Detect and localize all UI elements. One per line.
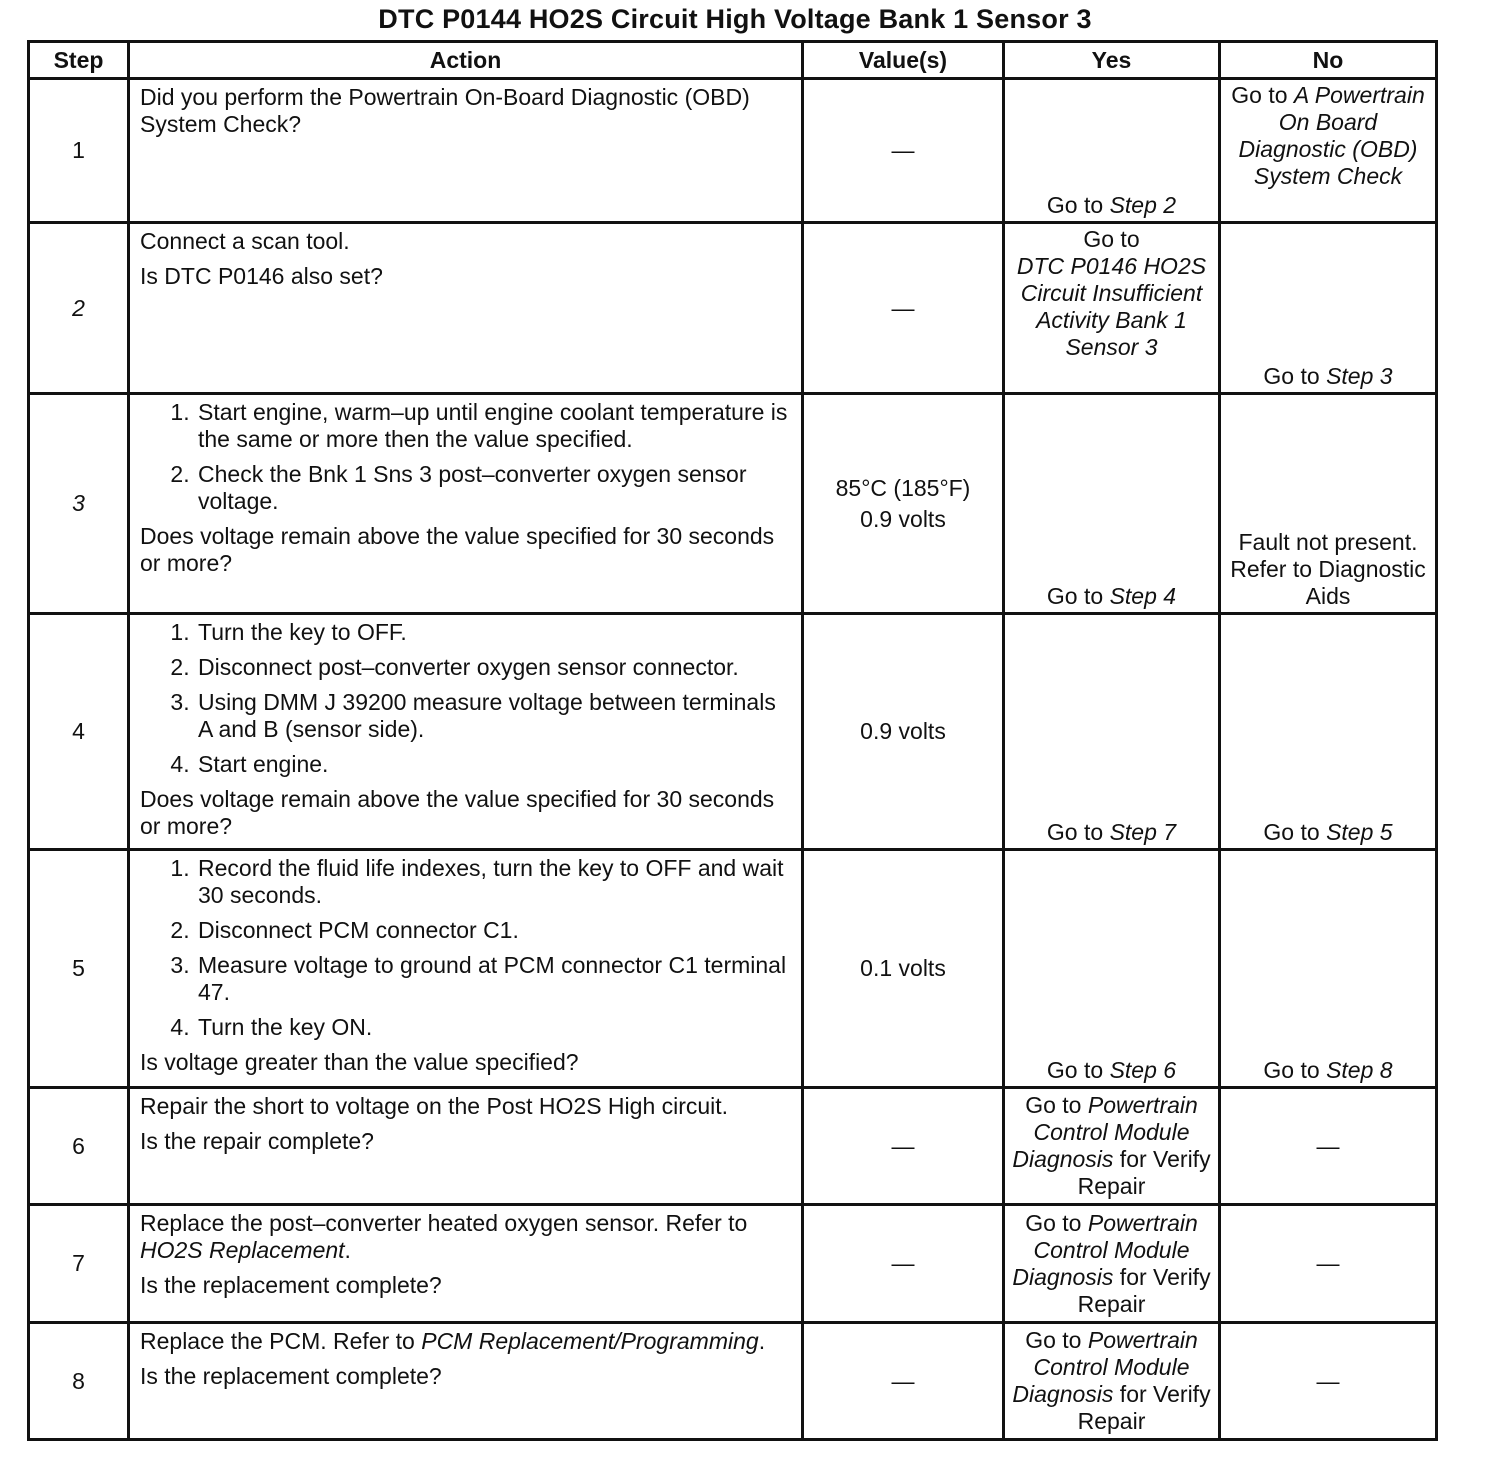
yes-suffix: for Verify Repair bbox=[1077, 1146, 1211, 1199]
action-question: Did you perform the Powertrain On-Board Diagnostic (OBD) System Check? bbox=[140, 84, 750, 137]
value-voltage: 0.9 volts bbox=[860, 718, 946, 744]
yes-cell bbox=[1004, 394, 1220, 614]
yes-suffix: for Verify Repair bbox=[1077, 1381, 1211, 1434]
no-cell bbox=[1220, 79, 1437, 223]
yes-cell bbox=[1004, 1323, 1220, 1440]
no-prefix: Go to bbox=[1263, 363, 1327, 389]
yes-cell bbox=[1004, 1205, 1220, 1323]
no-fault-text: Fault not present. Refer to Diagnostic Aids bbox=[1230, 529, 1426, 609]
action-text-prefix: Replace the PCM. Refer to bbox=[140, 1328, 422, 1354]
action-cell bbox=[129, 1088, 803, 1205]
yes-prefix: Go to bbox=[1025, 1327, 1088, 1353]
value-cell bbox=[803, 394, 1004, 614]
yes-pcm-diagnosis-link[interactable]: Powertrain Control Module Diagnosis bbox=[1012, 1209, 1198, 1290]
action-cell bbox=[129, 394, 803, 614]
table-row bbox=[29, 394, 1437, 614]
action-cell bbox=[129, 1205, 803, 1323]
yes-cell bbox=[1004, 614, 1220, 850]
action-cell bbox=[129, 1323, 803, 1440]
list-item: 2. Check the Bnk 1 Sns 3 post–converter oxygen sensor voltage. bbox=[196, 461, 791, 515]
action-question: Is voltage greater than the value specified? bbox=[140, 1049, 579, 1075]
header-row bbox=[29, 42, 1437, 79]
value-cell: — bbox=[803, 1088, 1004, 1205]
no-cell bbox=[1220, 223, 1437, 394]
header-values: Value(s) bbox=[803, 42, 1004, 79]
no-prefix: Go to bbox=[1263, 819, 1327, 845]
header-step: Step bbox=[29, 42, 129, 79]
action-text bbox=[140, 1328, 791, 1355]
action-question: Is the replacement complete? bbox=[140, 1272, 442, 1298]
table-row bbox=[29, 223, 1437, 394]
yes-prefix: Go to bbox=[1083, 226, 1140, 252]
no-cell bbox=[1220, 850, 1437, 1088]
list-item: 1. Turn the key to OFF. bbox=[196, 619, 791, 646]
yes-prefix: Go to bbox=[1025, 1092, 1088, 1118]
value-cell bbox=[803, 850, 1004, 1088]
header-action: Action bbox=[129, 42, 803, 79]
no-cell: — bbox=[1220, 1323, 1437, 1440]
step-number: 3 bbox=[29, 394, 129, 614]
list-item: 2. Disconnect PCM connector C1. bbox=[196, 917, 791, 944]
no-step-link[interactable]: Step 8 bbox=[1326, 1057, 1393, 1083]
no-cell bbox=[1220, 394, 1437, 614]
step-number: 2 bbox=[29, 223, 129, 394]
diagnostic-table bbox=[27, 40, 1438, 1441]
yes-prefix: Go to bbox=[1046, 819, 1110, 845]
list-item: 1. Record the fluid life indexes, turn the key to OFF and wait 30 seconds. bbox=[196, 855, 791, 909]
value-cell: — bbox=[803, 1205, 1004, 1323]
yes-step-link[interactable]: Step 4 bbox=[1109, 583, 1177, 609]
yes-prefix: Go to bbox=[1046, 583, 1110, 609]
list-item: 4. Start engine. bbox=[196, 751, 791, 778]
table-row bbox=[29, 1088, 1437, 1205]
header-yes: Yes bbox=[1004, 42, 1220, 79]
no-cell: — bbox=[1220, 1205, 1437, 1323]
no-prefix: Go to bbox=[1263, 1057, 1327, 1083]
yes-step-link[interactable]: Step 2 bbox=[1109, 192, 1177, 218]
action-steps-list bbox=[140, 619, 791, 778]
yes-suffix: for Verify Repair bbox=[1077, 1263, 1211, 1317]
action-question: Does voltage remain above the value specified for 30 seconds or more? bbox=[140, 786, 775, 839]
action-question: Does voltage remain above the value specified for 30 seconds or more? bbox=[140, 523, 775, 576]
yes-cell bbox=[1004, 1088, 1220, 1205]
list-item: 3. Measure voltage to ground at PCM connector C1 terminal 47. bbox=[196, 952, 791, 1006]
step-number: 5 bbox=[29, 850, 129, 1088]
action-cell bbox=[129, 850, 803, 1088]
value-voltage: 0.9 volts bbox=[860, 505, 946, 532]
value-cell bbox=[803, 614, 1004, 850]
no-step-link[interactable]: Step 5 bbox=[1326, 819, 1393, 845]
list-item: 1. Start engine, warm–up until engine coolant temperature is the same or more then the value specified. bbox=[196, 399, 791, 453]
action-text-suffix: . bbox=[758, 1328, 766, 1354]
action-question: Is DTC P0146 also set? bbox=[140, 263, 383, 289]
action-steps-list bbox=[140, 855, 791, 1041]
value-temperature: 85°C (185°F) bbox=[835, 474, 971, 501]
step-number: 8 bbox=[29, 1323, 129, 1440]
action-cell bbox=[129, 614, 803, 850]
table-row bbox=[29, 1205, 1437, 1323]
pcm-replacement-link[interactable]: PCM Replacement/Programming bbox=[421, 1328, 759, 1354]
step-number: 4 bbox=[29, 614, 129, 850]
no-step-link[interactable]: Step 3 bbox=[1326, 363, 1393, 389]
no-obd-check-link[interactable]: A Powertrain On Board Diagnostic (OBD) System Check bbox=[1238, 82, 1425, 189]
yes-cell bbox=[1004, 850, 1220, 1088]
step-number: 1 bbox=[29, 79, 129, 223]
yes-cell bbox=[1004, 223, 1220, 394]
action-cell bbox=[129, 223, 803, 394]
step-number: 6 bbox=[29, 1088, 129, 1205]
table-row bbox=[29, 1323, 1437, 1440]
yes-step-link[interactable]: Step 6 bbox=[1109, 1057, 1177, 1083]
no-prefix: Go to bbox=[1231, 82, 1294, 108]
yes-step-link[interactable]: Step 7 bbox=[1109, 819, 1177, 845]
value-cell: — bbox=[803, 223, 1004, 394]
list-item: 2. Disconnect post–converter oxygen sensor connector. bbox=[196, 654, 791, 681]
yes-prefix: Go to bbox=[1025, 1209, 1088, 1236]
document-title: DTC P0144 HO2S Circuit High Voltage Bank 1 Sensor 3 bbox=[378, 4, 1092, 34]
action-text bbox=[140, 1210, 791, 1264]
yes-prefix: Go to bbox=[1046, 192, 1110, 218]
action-steps-list bbox=[140, 399, 791, 515]
yes-dtc-link[interactable]: DTC P0146 HO2S Circuit Insufficient Activity Bank 1 Sensor 3 bbox=[1016, 253, 1207, 360]
action-text: Repair the short to voltage on the Post HO2S High circuit. bbox=[140, 1093, 729, 1119]
yes-pcm-diagnosis-link[interactable]: Powertrain Control Module Diagnosis bbox=[1012, 1327, 1198, 1407]
action-cell bbox=[129, 79, 803, 223]
header-no: No bbox=[1220, 42, 1437, 79]
action-question: Is the replacement complete? bbox=[140, 1363, 442, 1389]
list-item: 4. Turn the key ON. bbox=[196, 1014, 791, 1041]
yes-prefix: Go to bbox=[1046, 1057, 1110, 1083]
action-question: Is the repair complete? bbox=[140, 1128, 374, 1154]
value-voltage: 0.1 volts bbox=[860, 955, 946, 981]
ho2s-replacement-link[interactable]: HO2S Replacement bbox=[140, 1237, 345, 1263]
yes-cell bbox=[1004, 79, 1220, 223]
table-row bbox=[29, 614, 1437, 850]
action-text-suffix: . bbox=[344, 1237, 351, 1263]
no-cell: — bbox=[1220, 1088, 1437, 1205]
action-text: Connect a scan tool. bbox=[140, 228, 350, 254]
table-row bbox=[29, 850, 1437, 1088]
table-row bbox=[29, 79, 1437, 223]
value-cell: — bbox=[803, 79, 1004, 223]
value-cell: — bbox=[803, 1323, 1004, 1440]
no-cell bbox=[1220, 614, 1437, 850]
action-text-prefix: Replace the post–converter heated oxygen sensor. Refer to bbox=[140, 1210, 748, 1236]
list-item: 3. Using DMM J 39200 measure voltage between terminals A and B (sensor side). bbox=[196, 689, 791, 743]
step-number: 7 bbox=[29, 1205, 129, 1323]
yes-pcm-diagnosis-link[interactable]: Powertrain Control Module Diagnosis bbox=[1012, 1092, 1198, 1172]
